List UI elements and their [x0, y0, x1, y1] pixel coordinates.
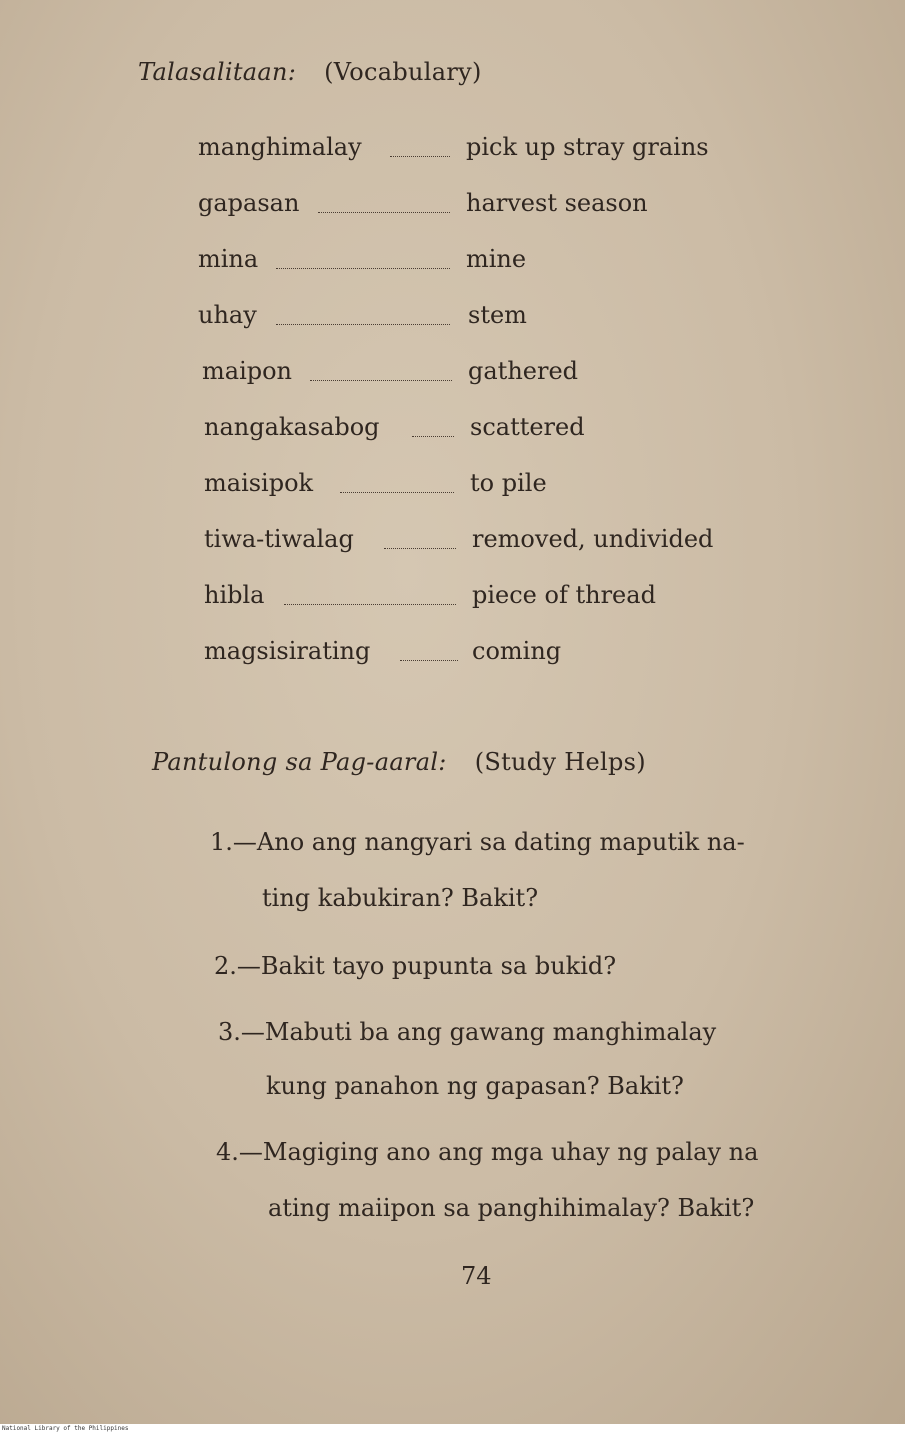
vocabulary-heading — [138, 58, 482, 86]
footer-credit: National Library of the Philippines — [0, 1424, 905, 1433]
vocabulary-list — [198, 133, 758, 693]
vocab-row — [198, 637, 758, 693]
vocab-definition: piece of thread — [472, 581, 656, 609]
question-3-line-2: kung panahon ng gapasan? Bakit? — [266, 1072, 684, 1100]
dotted-leader — [390, 156, 450, 157]
vocab-row — [198, 413, 758, 469]
vocab-definition: scattered — [470, 413, 585, 441]
vocab-row — [198, 245, 758, 301]
vocab-definition: stem — [468, 301, 527, 329]
vocab-definition: harvest season — [466, 189, 648, 217]
question-3-line-1: 3.—Mabuti ba ang gawang manghimalay — [218, 1018, 717, 1046]
vocab-term: mina — [198, 245, 259, 273]
vocab-definition: pick up stray grains — [466, 133, 709, 161]
study-helps-heading-native: Pantulong sa Pag-aaral: — [152, 748, 447, 776]
vocab-definition: removed, undivided — [472, 525, 714, 553]
question-4-line-1: 4.—Magiging ano ang mga uhay ng palay na — [216, 1138, 759, 1166]
vocab-definition: mine — [466, 245, 527, 273]
dotted-leader — [384, 548, 456, 549]
dotted-leader — [276, 324, 450, 325]
vocab-row — [198, 525, 758, 581]
vocab-term: tiwa-tiwalag — [204, 525, 354, 553]
vocab-definition: coming — [472, 637, 562, 665]
vocab-term: uhay — [198, 301, 257, 329]
page-number: 74 — [461, 1262, 492, 1290]
vocab-term: magsisirating — [204, 637, 371, 665]
question-1-line-1: 1.—Ano ang nangyari sa dating maputik na- — [210, 828, 745, 856]
vocab-term: nangakasabog — [204, 413, 380, 441]
vocab-row — [198, 301, 758, 357]
vocab-row — [198, 469, 758, 525]
dotted-leader — [400, 660, 458, 661]
vocab-row — [198, 189, 758, 245]
dotted-leader — [284, 604, 456, 605]
vocab-term: maipon — [202, 357, 293, 385]
vocab-term: gapasan — [198, 189, 300, 217]
vocab-definition: gathered — [468, 357, 579, 385]
vocab-row — [198, 357, 758, 413]
dotted-leader — [412, 436, 454, 437]
question-4-line-2: ating maiipon sa panghihimalay? Bakit? — [268, 1194, 755, 1222]
question-2-line-1: 2.—Bakit tayo pupunta sa bukid? — [214, 952, 617, 980]
dotted-leader — [340, 492, 454, 493]
vocab-row — [198, 133, 758, 189]
vocab-term: hibla — [204, 581, 265, 609]
dotted-leader — [276, 268, 450, 269]
vocab-term: maisipok — [204, 469, 314, 497]
vocabulary-heading-native: Talasalitaan: — [138, 58, 297, 86]
vocab-term: manghimalay — [198, 133, 362, 161]
study-helps-heading-english: (Study Helps) — [474, 748, 646, 776]
study-helps-heading — [152, 748, 646, 776]
dotted-leader — [310, 380, 452, 381]
vocab-row — [198, 581, 758, 637]
dotted-leader — [318, 212, 450, 213]
vocab-definition: to pile — [470, 469, 547, 497]
vocabulary-heading-english: (Vocabulary) — [324, 58, 482, 86]
question-1-line-2: ting kabukiran? Bakit? — [262, 884, 539, 912]
